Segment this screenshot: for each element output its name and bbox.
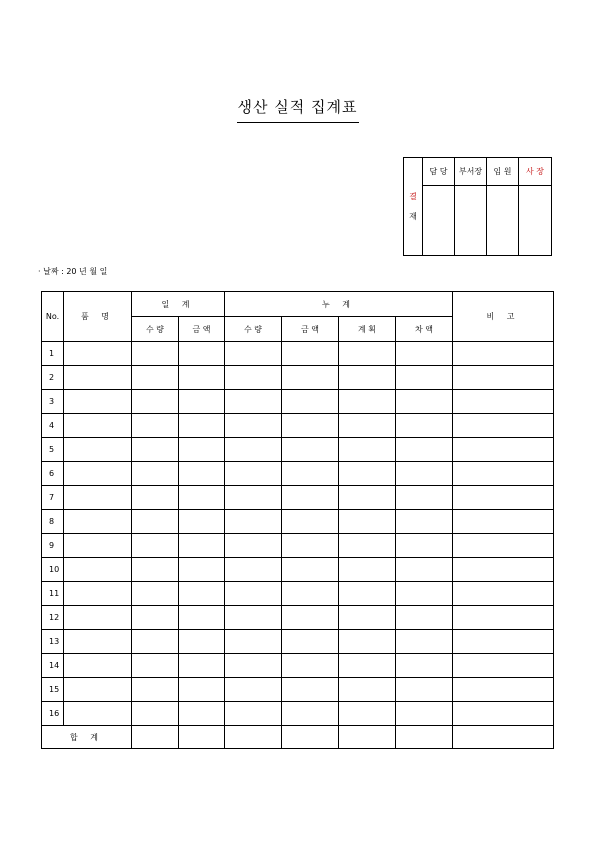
table-cell[interactable] [132,342,179,366]
table-cell[interactable] [282,510,339,534]
approval-role-president: 사 장 [519,158,552,186]
title-underline [237,122,359,123]
table-cell[interactable] [179,678,225,702]
header-cum-diff: 차 액 [396,317,453,342]
table-cell[interactable] [453,582,554,606]
table-cell[interactable] [225,702,282,726]
approval-box [403,157,552,256]
table-cell[interactable] [225,534,282,558]
table-cell[interactable] [453,366,554,390]
approval-sign-executive[interactable] [487,186,519,256]
table-row [42,678,554,702]
table-cell[interactable] [282,654,339,678]
approval-role-manager: 담 당 [423,158,455,186]
total-cell[interactable] [132,726,179,749]
table-cell[interactable] [132,414,179,438]
table-cell[interactable] [132,438,179,462]
approval-side-label-2: 재 [409,211,417,221]
table-cell[interactable] [282,606,339,630]
table-cell[interactable] [339,654,396,678]
table-cell[interactable] [132,654,179,678]
total-cell[interactable] [396,726,453,749]
table-cell[interactable] [64,462,132,486]
header-daily-total: 일 계 [132,292,225,317]
table-cell[interactable] [225,510,282,534]
table-cell[interactable] [339,366,396,390]
table-cell[interactable] [132,558,179,582]
table-row [42,414,554,438]
document-title: 생산 실적 집계표 [237,98,358,116]
table-cell[interactable] [225,606,282,630]
table-cell[interactable] [396,534,453,558]
row-number: 4 [42,414,64,438]
table-cell[interactable] [179,558,225,582]
table-cell[interactable] [179,342,225,366]
table-cell[interactable] [132,366,179,390]
table-cell[interactable] [282,414,339,438]
table-cell[interactable] [225,654,282,678]
table-cell[interactable] [179,630,225,654]
table-cell[interactable] [396,462,453,486]
table-cell[interactable] [339,486,396,510]
table-cell[interactable] [64,654,132,678]
table-row [42,510,554,534]
table-row [42,486,554,510]
table-cell[interactable] [396,390,453,414]
table-row [42,630,554,654]
table-cell[interactable] [225,462,282,486]
table-row [42,654,554,678]
table-cell[interactable] [225,390,282,414]
table-cell[interactable] [453,606,554,630]
table-row [42,606,554,630]
table-cell[interactable] [396,558,453,582]
row-number: 12 [42,606,64,630]
table-cell[interactable] [64,678,132,702]
row-number: 8 [42,510,64,534]
table-cell[interactable] [453,510,554,534]
table-cell[interactable] [282,534,339,558]
table-cell[interactable] [453,702,554,726]
table-row [42,462,554,486]
table-cell[interactable] [396,486,453,510]
total-label: 합 계 [42,726,132,749]
total-cell[interactable] [225,726,282,749]
table-cell[interactable] [64,558,132,582]
table-cell[interactable] [225,342,282,366]
table-cell[interactable] [132,486,179,510]
total-cell[interactable] [453,726,554,749]
table-cell[interactable] [179,414,225,438]
row-number: 16 [42,702,64,726]
approval-role-executive: 임 원 [487,158,519,186]
table-cell[interactable] [64,606,132,630]
approval-side-label [404,158,423,256]
table-cell[interactable] [396,678,453,702]
table-cell[interactable] [453,390,554,414]
table-cell[interactable] [453,534,554,558]
table-cell[interactable] [64,630,132,654]
table-cell[interactable] [396,438,453,462]
table-cell[interactable] [453,654,554,678]
table-cell[interactable] [132,534,179,558]
row-number: 9 [42,534,64,558]
table-cell[interactable] [64,414,132,438]
approval-sign-manager[interactable] [423,186,455,256]
approval-role-dept-head: 부서장 [455,158,487,186]
table-cell[interactable] [225,678,282,702]
table-cell[interactable] [132,630,179,654]
table-cell[interactable] [339,558,396,582]
table-cell[interactable] [339,342,396,366]
table-cell[interactable] [132,678,179,702]
table-cell[interactable] [453,558,554,582]
production-table [41,291,554,749]
header-cum-plan: 계 획 [339,317,396,342]
table-cell[interactable] [179,486,225,510]
approval-sign-dept-head[interactable] [455,186,487,256]
header-cum-amount: 금 액 [282,317,339,342]
table-cell[interactable] [339,438,396,462]
table-cell[interactable] [282,462,339,486]
table-cell[interactable] [282,390,339,414]
approval-side-label-1: 결 [409,191,417,201]
table-cell[interactable] [282,702,339,726]
table-cell[interactable] [339,414,396,438]
table-row [42,534,554,558]
header-cum-qty: 수 량 [225,317,282,342]
table-cell[interactable] [132,510,179,534]
table-cell[interactable] [225,414,282,438]
table-cell[interactable] [64,534,132,558]
table-cell[interactable] [396,342,453,366]
table-cell[interactable] [282,678,339,702]
table-cell[interactable] [179,606,225,630]
table-cell[interactable] [282,582,339,606]
table-cell[interactable] [225,582,282,606]
table-cell[interactable] [282,558,339,582]
row-number: 5 [42,438,64,462]
table-row [42,390,554,414]
row-number: 11 [42,582,64,606]
table-cell[interactable] [339,702,396,726]
header-daily-qty: 수 량 [132,317,179,342]
total-cell[interactable] [179,726,225,749]
table-cell[interactable] [64,438,132,462]
header-daily-amount: 금 액 [179,317,225,342]
table-cell[interactable] [179,582,225,606]
table-cell[interactable] [64,390,132,414]
header-item-name: 품 명 [64,292,132,342]
row-number: 14 [42,654,64,678]
table-cell[interactable] [282,438,339,462]
table-cell[interactable] [396,414,453,438]
row-number: 7 [42,486,64,510]
table-row [42,702,554,726]
approval-sign-president[interactable] [519,186,552,256]
table-cell[interactable] [225,630,282,654]
table-cell[interactable] [225,366,282,390]
header-cumulative-total: 누 계 [225,292,453,317]
table-cell[interactable] [453,630,554,654]
table-cell[interactable] [396,702,453,726]
table-cell[interactable] [396,366,453,390]
table-cell[interactable] [225,558,282,582]
table-cell[interactable] [282,342,339,366]
table-row [42,558,554,582]
table-cell[interactable] [132,582,179,606]
table-cell[interactable] [396,582,453,606]
table-cell[interactable] [64,366,132,390]
table-cell[interactable] [453,486,554,510]
table-cell[interactable] [64,486,132,510]
table-cell[interactable] [282,366,339,390]
table-cell[interactable] [179,654,225,678]
table-cell[interactable] [396,630,453,654]
date-line: · 날짜 : 20 년 월 일 [38,267,108,276]
row-number: 3 [42,390,64,414]
table-cell[interactable] [132,462,179,486]
row-number: 1 [42,342,64,366]
total-cell[interactable] [339,726,396,749]
table-cell[interactable] [339,582,396,606]
table-cell[interactable] [179,390,225,414]
table-cell[interactable] [339,606,396,630]
table-cell[interactable] [64,702,132,726]
row-number: 6 [42,462,64,486]
table-body [42,342,554,726]
table-cell[interactable] [453,678,554,702]
row-number: 2 [42,366,64,390]
table-cell[interactable] [225,438,282,462]
table-cell[interactable] [282,486,339,510]
table-cell[interactable] [339,534,396,558]
table-cell[interactable] [225,486,282,510]
table-cell[interactable] [64,510,132,534]
table-cell[interactable] [396,606,453,630]
table-cell[interactable] [282,630,339,654]
header-no: No. [42,292,64,342]
table-cell[interactable] [132,606,179,630]
table-cell[interactable] [179,702,225,726]
table-cell[interactable] [179,510,225,534]
table-cell[interactable] [396,654,453,678]
table-cell[interactable] [339,390,396,414]
row-number: 15 [42,678,64,702]
table-cell[interactable] [339,462,396,486]
table-cell[interactable] [453,342,554,366]
table-cell[interactable] [453,438,554,462]
table-row [42,342,554,366]
table-row [42,582,554,606]
table-cell[interactable] [179,366,225,390]
table-cell[interactable] [179,438,225,462]
table-cell[interactable] [396,510,453,534]
table-cell[interactable] [453,462,554,486]
table-row [42,366,554,390]
table-cell[interactable] [179,462,225,486]
row-number: 10 [42,558,64,582]
table-cell[interactable] [64,342,132,366]
table-cell[interactable] [132,702,179,726]
table-cell[interactable] [339,678,396,702]
header-remarks: 비 고 [453,292,554,342]
table-row [42,438,554,462]
row-number: 13 [42,630,64,654]
total-cell[interactable] [282,726,339,749]
table-cell[interactable] [339,630,396,654]
table-cell[interactable] [132,390,179,414]
table-cell[interactable] [453,414,554,438]
table-cell[interactable] [339,510,396,534]
table-cell[interactable] [179,534,225,558]
table-cell[interactable] [64,582,132,606]
